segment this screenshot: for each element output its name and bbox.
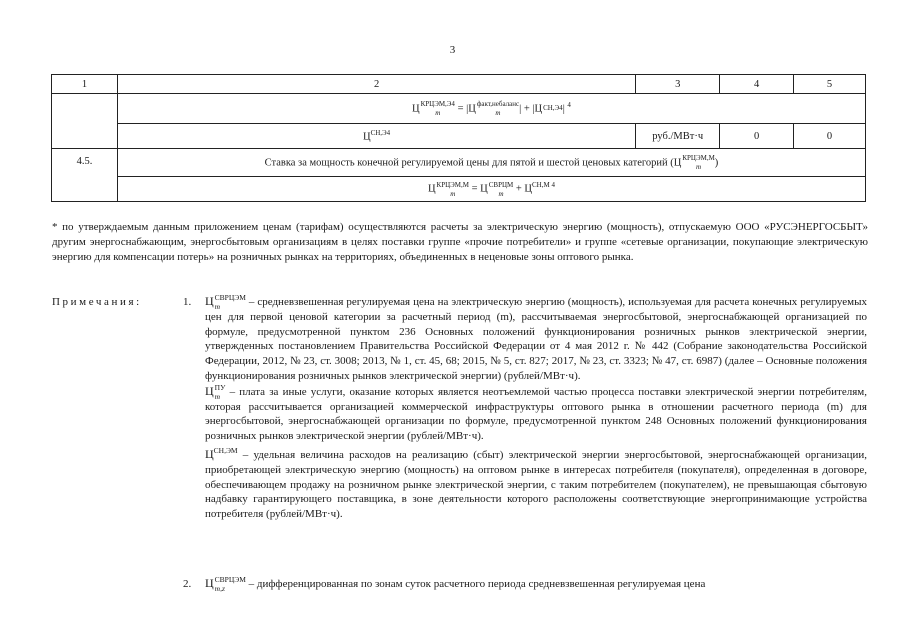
symbol-sub: m — [214, 302, 221, 312]
symbol-base: Ц — [534, 103, 543, 115]
symbol-sup: СВРЦЭМ — [214, 292, 246, 302]
symbol-sup: СН,М — [532, 181, 550, 190]
note-text: – средневзвешенная регулируемая цена на электрическую энергию (мощность), используемая для расчета конечных регулируемых цен для первой ценовой категории за расчетный период (m), рассчитываемая энергосбытовой, энергоснабжающей организацией по формуле, предусмотренной пунктом 236 Основных положений функционирования розничных рынков электрической энергии, утвержденных постановлением Правительства Российской Федерации от 4 мая 2012 г. № 442 (Собрание законодательства Российской Федерации, 2012, № 23, ст. 3008; 2013, № 1, ст. 45, 68; 2015, № 5, ст. 827; 2017, № 23, ст. 3323; № 47, ст. 6987) (далее – Основные положения функционирования розничных рынков электрической энергии) (рублей/МВт·ч). — [205, 296, 867, 382]
symbol-base: Ц — [468, 103, 476, 115]
symbol-base: Ц — [205, 576, 214, 590]
symbol — [205, 574, 246, 594]
symbol-base: Ц — [205, 446, 214, 461]
note-paragraph — [205, 294, 867, 384]
rate-description: Ставка за мощность конечной регулируемой цены для пятой и шестой ценовых категорий ( — [264, 156, 674, 168]
table-row — [52, 94, 866, 124]
tariff-table — [51, 74, 866, 202]
symbol-sup: КРЦЭМ,М — [682, 153, 715, 162]
formula-op: | — [562, 103, 568, 115]
symbol-sup: СН,Э4 — [543, 103, 563, 112]
table-row — [52, 149, 866, 177]
symbol-sup: КРЦЭМ,М — [436, 180, 469, 189]
symbol — [205, 292, 246, 312]
formula-krcem-m — [117, 177, 865, 202]
symbol-sub: m — [495, 109, 501, 118]
row-number-cell: 4.5. — [52, 149, 118, 202]
formula-op: = | — [454, 103, 469, 115]
footnote-ref: 4 — [567, 100, 571, 109]
note-text: – удельная величина расходов на реализацию (сбыт) электрической энергии энергосбытовой, энергоснабжающей организации, приобретающей электрическую энергию (мощность) на оптовом рынке в интересах потребителя (покупателя), определенная в договоре, обеспечивающем продажу на розничном рынке электрической энергии, с таким потребителем (покупателем), не превышающая сбытовую надбавку гарантирующего поставщика, в зоне деятельности которого расположены соответствующие энергопринимающие устройства потребителя (рублей/МВт·ч). — [205, 448, 867, 521]
symbol-sup: ПУ — [214, 382, 226, 392]
symbol-base: Ц — [412, 103, 420, 115]
symbol-sup: СН,Э4 — [370, 129, 391, 138]
symbol-sup: СВРЦМ — [488, 180, 514, 189]
note-number-1: 1. — [183, 296, 192, 308]
formula-op: = — [468, 183, 481, 195]
symbol-sub: m — [450, 189, 456, 198]
table-row — [52, 124, 866, 149]
symbol-base: Ц — [480, 183, 488, 195]
symbol-base: Ц — [362, 131, 371, 143]
symbol-sub: m — [214, 392, 221, 402]
symbol-base: Ц — [205, 294, 214, 308]
symbol-sub: m — [498, 189, 504, 198]
symbol-sub: m — [696, 162, 702, 171]
paren-close: ) — [714, 156, 719, 168]
unit-cell: руб./МВт·ч — [636, 124, 720, 149]
symbol-base: Ц — [205, 383, 214, 398]
footnote-ref: 4 — [549, 181, 555, 190]
value-cell-4: 0 — [720, 124, 794, 149]
table-header-row — [52, 75, 866, 94]
symbol — [205, 382, 226, 402]
symbol-base: Ц — [524, 183, 533, 195]
rate-description-cell — [117, 149, 865, 177]
notes-label: Примечания: — [52, 296, 142, 308]
note-text: – плата за иные услуги, оказание которых является неотъемлемой частью процесса поставки электрической энергии потребителям, которая рассчитывается организацией коммерческой инфраструктуры оптового рынка в отношении расчетного периода (m) для энергосбытовой, энергоснабжающей организации по формуле, предусмотренной пунктом 248 Основных положений функционирования розничных рынков электрической энергии (рублей/МВт·ч). — [205, 385, 867, 443]
symbol-sub: m — [435, 109, 441, 118]
note-2-block — [205, 576, 867, 592]
header-cell-5: 5 — [794, 75, 866, 94]
symbol-sup: факт,небаланс — [476, 100, 520, 109]
value-cell-5: 0 — [794, 124, 866, 149]
header-cell-3: 3 — [636, 75, 720, 94]
symbol-sup: КРЦЭМ,Э4 — [420, 100, 455, 109]
symbol-base: Ц — [427, 183, 436, 195]
symbol-sup: СН,ЭМ — [213, 445, 238, 455]
header-cell-2: 2 — [117, 75, 635, 94]
note-paragraph — [205, 576, 867, 592]
note-paragraph — [205, 444, 867, 522]
header-cell-1: 1 — [52, 75, 118, 94]
note-number-2: 2. — [183, 578, 192, 590]
header-cell-4: 4 — [720, 75, 794, 94]
footnote-paragraph: * по утверждаемым данным приложением ценам (тарифам) осуществляются расчеты за электрическую энергию (мощность), отпускаемую ООО «РУСЭНЕРГОСБЫТ» другим энергоснабжающим, энергосбытовым организациям в целях поставки группе «прочие потребители» и группе «сетевые организации, покупающие электрическую энергию для компенсации потерь» на розничных рынках на территориях, объединенных в неценовые зоны оптового рынка. — [52, 221, 868, 263]
symbol-base: Ц — [673, 156, 682, 168]
symbol-sup: СВРЦЭМ — [214, 574, 246, 584]
note-1-block — [205, 294, 867, 522]
empty-num-cell — [52, 94, 118, 149]
note-paragraph — [205, 384, 867, 444]
formula-krcem-e4 — [117, 94, 865, 124]
note-text: – дифференцированная по зонам суток расчетного периода средневзвешенная регулируемая цена — [245, 578, 706, 590]
formula-op: | + | — [519, 103, 535, 115]
symbol-sub: m,z — [214, 584, 225, 594]
symbol — [205, 447, 238, 461]
page-number: 3 — [449, 44, 456, 56]
symbol-cell — [117, 124, 635, 149]
formula-op: + — [513, 183, 525, 195]
table-row — [52, 177, 866, 202]
